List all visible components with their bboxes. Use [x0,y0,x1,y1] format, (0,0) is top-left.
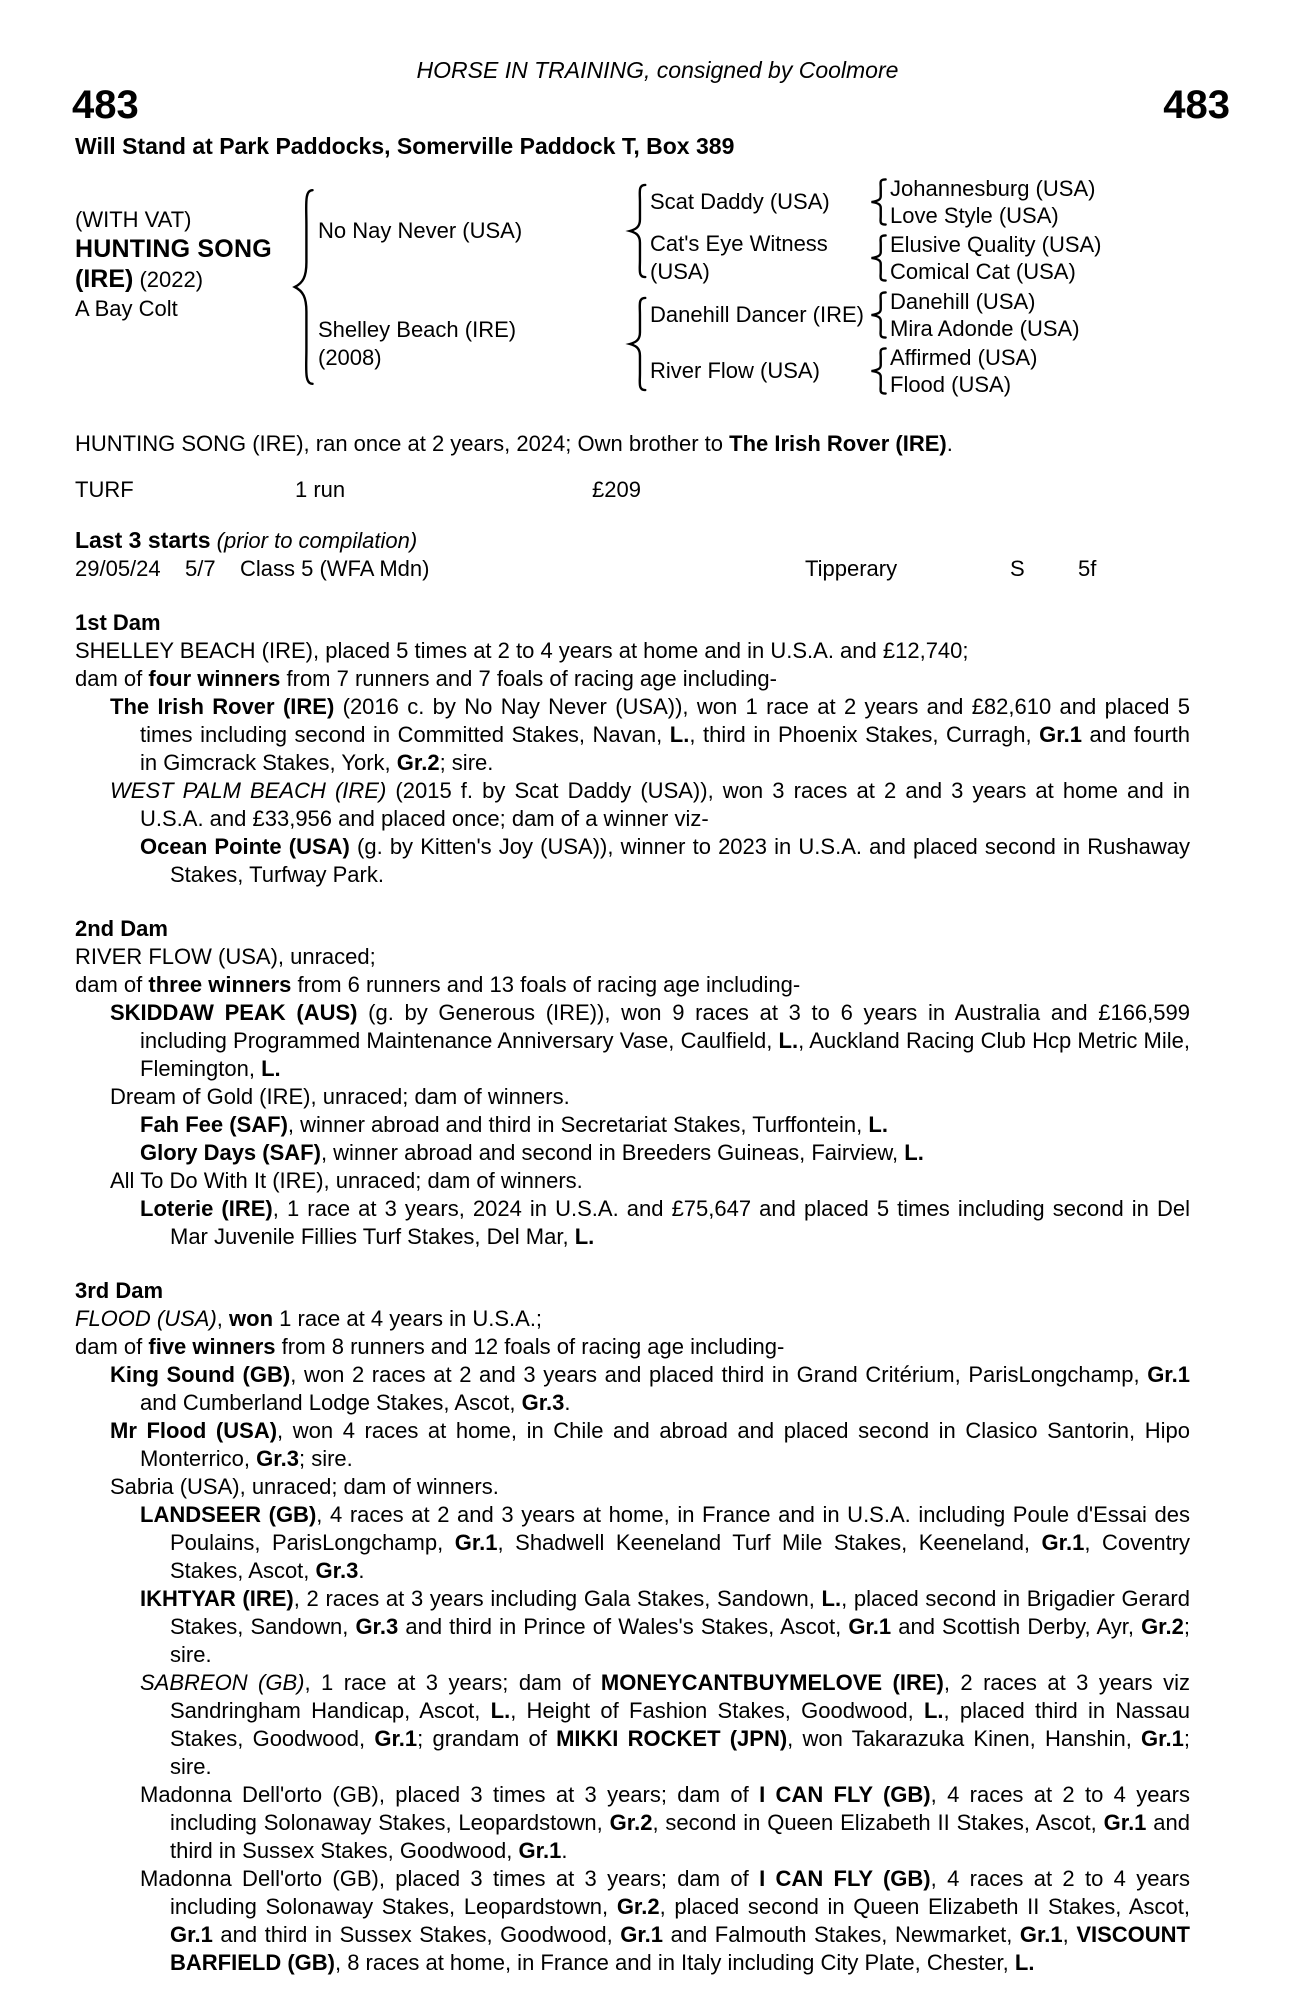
text-run: . [561,1838,568,1863]
dam-sire-sire-name: Danehill (USA) [890,289,1036,314]
catalogue-paragraph [75,1083,1190,1111]
brace-icon [866,287,890,343]
lot-number-right: 483 [1163,83,1230,127]
text-run: Gr.1 [1147,1362,1190,1387]
text-run: . [946,431,953,456]
section-paragraphs [75,1305,1190,1977]
text-run: (g. by Generous (IRE)), won 9 races at 3 to 6 years in Australia and £166,599 including Programmed Maintenance Anniversary Vase, Caulfield, [140,1000,1190,1053]
start-distance: 5f [1078,556,1097,581]
catalogue-paragraph [75,1669,1190,1781]
text-run: L. [904,1140,924,1165]
text-run: I CAN FLY (GB) [759,1866,931,1891]
text-run: IKHTYAR (IRE) [140,1586,294,1611]
race-runs-count: 1 run [295,477,346,502]
dam-year: (2008) [318,344,382,370]
text-run: Gr.1 [170,1922,213,1947]
section-paragraphs [75,943,1190,1251]
race-summary-line [75,430,1190,458]
text-run: . [564,1390,571,1415]
text-run: Gr.2 [609,1810,653,1835]
race-surface: TURF [75,477,134,502]
section-2nd-dam [75,915,1190,1251]
text-run: , winner abroad and second in Breeders Guineas, Fairview, [320,1140,905,1165]
pedigree-table [75,174,1240,400]
last-start-row [75,555,1190,583]
text-run: L. [1014,1950,1035,1975]
catalogue-paragraph [75,1501,1190,1585]
horse-suffix: (IRE) [75,265,134,293]
dam-dam-name: River Flow (USA) [650,358,820,383]
text-run: L. [261,1056,281,1081]
text-run: L. [923,1698,944,1723]
text-run: , Coventry Stakes, Ascot, [170,1530,1191,1583]
text-run: . [358,1558,365,1583]
text-run: Dream of Gold (IRE), unraced; dam of winners. [110,1084,570,1109]
text-run: ; sire. [170,1614,1190,1667]
text-run: , second in Queen Elizabeth II Stakes, Ascot, [652,1810,1104,1835]
section-3rd-dam [75,1277,1190,1977]
text-run: MIKKI ROCKET (JPN) [556,1726,788,1751]
catalogue-paragraph [75,777,1190,833]
text-run: , 4 races at 2 and 3 years at home, in France and in U.S.A. including Poule d'Essai des Poulains, ParisLongchamp, [170,1502,1190,1555]
brace-icon [866,174,890,230]
catalogue-paragraph [75,999,1190,1083]
text-run: ; sire. [439,750,494,775]
text-run: The Irish Rover (IRE) [729,431,947,456]
text-run: , placed third in Nassau Stakes, Goodwood, [170,1698,1191,1751]
text-run: Gr.1 [848,1614,892,1639]
last-starts-subtitle: (prior to compilation) [216,528,418,553]
start-position: 5/7 [185,556,216,581]
text-run: , placed second in Brigadier Gerard Stakes, Sandown, [170,1586,1190,1639]
text-run: L. [574,1224,595,1249]
section-1st-dam [75,609,1190,889]
dam-sire-name: Danehill Dancer (IRE) [650,302,864,327]
text-run: Fah Fee (SAF) [140,1112,288,1137]
consignment-header: HORSE IN TRAINING, consigned by Coolmore [416,57,899,83]
text-run: L. [868,1112,888,1137]
text-run: ; sire. [170,1726,1190,1779]
text-run: Gr.1 [1041,1530,1085,1555]
text-run: , [216,1306,230,1331]
sire-sire-branch [650,174,1240,230]
last-starts-title: Last 3 starts [75,527,211,553]
text-run: and Falmouth Stakes, Newmarket, [663,1922,1020,1947]
catalogue-paragraph [75,971,1190,999]
catalogue-paragraph [75,1585,1190,1669]
text-run: Madonna Dell'orto (GB), placed 3 times at 3 years; dam of [140,1866,760,1891]
vat-note: (WITH VAT) [75,207,192,232]
text-run: Sabria (USA), unraced; dam of winners. [110,1474,499,1499]
text-run: , 2 races at 3 years viz Sandringham Handicap, Ascot, [170,1670,1190,1723]
brace-icon [866,230,890,286]
brace-icon [288,174,318,400]
catalogue-paragraph [75,1473,1190,1501]
catalogue-paragraph [75,665,1190,693]
text-run: and Cumberland Lodge Stakes, Ascot, [140,1390,522,1415]
text-run: L. [669,722,690,747]
catalogue-paragraph [75,1139,1190,1167]
text-run: , 1 race at 3 years; dam of [304,1670,601,1695]
dam-dam-sire-name: Affirmed (USA) [890,345,1038,370]
text-run: SHELLEY BEACH (IRE), placed 5 times at 2 to 4 years at home and in U.S.A. and £12,740; [75,638,969,663]
catalogue-paragraph [75,693,1190,777]
text-run: four winners [148,666,281,691]
text-run: five winners [148,1334,276,1359]
text-run: Ocean Pointe (USA) [140,834,350,859]
text-run: , 2 races at 3 years including Gala Stakes, Sandown, [293,1586,822,1611]
text-run: , won Takarazuka Kinen, Hanshin, [787,1726,1142,1751]
text-run: dam of [75,972,149,997]
brace-icon [866,343,890,399]
text-run: , won 4 races at home, in Chile and abroad and placed second in Clasico Santorin, Hipo Monterrico, [140,1418,1190,1471]
pedigree-subject [75,174,288,400]
text-run: , third in Phoenix Stakes, Curragh, [689,722,1040,747]
brace-icon [624,287,650,400]
start-going: S [1010,556,1025,581]
text-run: HUNTING SONG (IRE), ran once at 2 years, 2024; Own brother to [75,431,730,456]
brace-icon [624,174,650,287]
text-run: , winner abroad and third in Secretariat Stakes, Turffontein, [287,1112,869,1137]
text-run: and third in Sussex Stakes, Goodwood, [212,1922,621,1947]
text-run: I CAN FLY (GB) [759,1782,931,1807]
dam-sire-branch [650,287,1240,343]
catalogue-paragraph [75,1333,1190,1361]
catalogue-paragraph [75,1417,1190,1473]
text-run: King Sound (GB) [110,1362,291,1387]
text-run: WEST PALM BEACH (IRE) [110,778,387,803]
catalogue-paragraph [75,1361,1190,1417]
start-course: Tipperary [805,556,898,581]
catalogue-paragraph [75,833,1190,889]
sire-name: No Nay Never (USA) [318,217,523,243]
race-earnings: £209 [592,477,641,502]
section-heading: 2nd Dam [75,916,168,941]
text-run: and third in Sussex Stakes, Goodwood, [170,1810,1190,1863]
text-run: , placed second in Queen Elizabeth II Stakes, Ascot, [659,1894,1190,1919]
sire-sire-name: Scat Daddy (USA) [650,189,830,214]
text-run: RIVER FLOW (USA), unraced; [75,944,376,969]
catalogue-paragraph [75,943,1190,971]
start-date: 29/05/24 [75,556,161,581]
text-run: Gr.1 [374,1726,418,1751]
section-paragraphs [75,637,1190,889]
start-race-class: Class 5 (WFA Mdn) [240,556,430,581]
dam-dam-branch [650,343,1240,399]
text-run: Gr.2 [616,1894,660,1919]
dam-name: Shelley Beach (IRE) [318,316,517,342]
pedigree-generations [318,174,1240,400]
last-starts-section [75,526,1190,583]
text-run: , 8 races at home, in France and in Italy including City Plate, Chester, [334,1950,1015,1975]
text-run: Glory Days (SAF) [140,1140,321,1165]
text-run: Gr.1 [454,1530,498,1555]
text-run: Gr.1 [620,1922,664,1947]
text-run: All To Do With It (IRE), unraced; dam of winners. [110,1168,583,1193]
text-run: and Scottish Derby, Ayr, [891,1614,1142,1639]
text-run: (2016 c. by No Nay Never (USA)), won 1 race at 2 years and £82,610 and placed 5 times including second in Committed Stakes, Navan, [140,694,1191,747]
text-run: and fourth in Gimcrack Stakes, York, [140,722,1191,775]
text-run: Gr.1 [1039,722,1082,747]
text-run: Gr.3 [315,1558,359,1583]
catalogue-paragraph [75,637,1190,665]
horse-description: A Bay Colt [75,296,178,321]
horse-name: HUNTING SONG [75,235,272,263]
horse-suffix-year [75,264,288,295]
text-run: Gr.2 [396,750,440,775]
text-run: ; grandam of [417,1726,557,1751]
lot-number-row [72,84,1230,126]
lot-number-left: 483 [72,83,139,127]
text-run: three winners [148,972,292,997]
text-run: Gr.1 [518,1838,562,1863]
text-run: Gr.1 [1103,1810,1147,1835]
text-run: , 1 race at 3 years, 2024 in U.S.A. and £75,647 and placed 5 times including second in Del Mar Juvenile Fillies Turf Stakes, Del Mar, [170,1196,1190,1249]
dam-sire-dam-name: Mira Adonde (USA) [890,316,1080,341]
text-run: from 8 runners and 12 foals of racing age including- [275,1334,785,1359]
text-run: dam of [75,666,149,691]
text-run: L. [490,1698,511,1723]
text-run: SABREON (GB) [140,1670,305,1695]
text-run: (2015 f. by Scat Daddy (USA)), won 3 races at 2 and 3 years at home and in U.S.A. and £33,956 and placed once; dam of a winner viz- [140,778,1190,831]
catalogue-paragraph [75,1865,1190,1977]
text-run: L. [778,1028,799,1053]
text-run: The Irish Rover (IRE) [110,694,335,719]
text-run: LANDSEER (GB) [140,1502,317,1527]
text-run: and third in Prince of Wales's Stakes, Ascot, [398,1614,849,1639]
text-run: , Auckland Racing Club Hcp Metric Mile, Flemington, [140,1028,1190,1081]
text-run: , won 2 races at 2 and 3 years and placed third in Grand Critérium, ParisLongchamp, [290,1362,1148,1387]
text-run: from 7 runners and 7 foals of racing age including- [280,666,777,691]
catalogue-paragraph [75,1111,1190,1139]
sire-sire-dam-name: Love Style (USA) [890,203,1059,228]
text-run: Gr.2 [1141,1614,1184,1639]
text-run: won [229,1306,274,1331]
text-run: Loterie (IRE) [140,1196,273,1221]
catalogue-paragraph [75,1167,1190,1195]
text-run: , [1062,1922,1077,1947]
text-run: MONEYCANTBUYMELOVE (IRE) [600,1670,944,1695]
text-run: , Height of Fashion Stakes, Goodwood, [510,1698,924,1723]
dam-branch [318,287,1240,400]
dam-dam-dam-name: Flood (USA) [890,372,1012,397]
sire-dam-name: Cat's Eye Witness (USA) [650,231,828,284]
text-run: Gr.3 [355,1614,399,1639]
catalogue-paragraph [75,1195,1190,1251]
text-run: Madonna Dell'orto (GB), placed 3 times at 3 years; dam of [140,1782,760,1807]
text-run: L. [821,1586,842,1611]
section-heading: 1st Dam [75,610,161,635]
text-run: Gr.1 [1141,1726,1184,1751]
sire-dam-sire-name: Elusive Quality (USA) [890,232,1102,257]
text-run: , 4 races at 2 to 4 years including Solonaway Stakes, Leopardstown, [170,1782,1190,1835]
text-run: (g. by Kitten's Joy (USA)), winner to 2023 in U.S.A. and placed second in Rushaway Stakes, Turfway Park. [170,834,1190,887]
text-run: 1 race at 4 years in U.S.A.; [273,1306,543,1331]
text-run: ; sire. [298,1446,353,1471]
text-run: SKIDDAW PEAK (AUS) [110,1000,358,1025]
text-run: Gr.3 [256,1446,299,1471]
text-run: dam of [75,1334,149,1359]
sire-branch [318,174,1240,287]
sire-dam-dam-name: Comical Cat (USA) [890,259,1076,284]
text-run: , Shadwell Keeneland Turf Mile Stakes, Keeneland, [497,1530,1042,1555]
sire-sire-sire-name: Johannesburg (USA) [890,176,1096,201]
race-record-row [75,476,1190,504]
text-run: from 6 runners and 13 foals of racing age including- [291,972,801,997]
sire-dam-branch [650,230,1240,286]
section-heading: 3rd Dam [75,1278,164,1303]
horse-year: (2022) [139,267,204,292]
text-run: Gr.3 [521,1390,565,1415]
text-run: VISCOUNT BARFIELD (GB) [170,1922,1190,1975]
stand-location: Will Stand at Park Paddocks, Somerville Paddock T, Box 389 [75,133,735,159]
text-run: Mr Flood (USA) [110,1418,278,1443]
text-run: , 4 races at 2 to 4 years including Solonaway Stakes, Leopardstown, [170,1866,1190,1919]
text-run: Gr.1 [1019,1922,1063,1947]
catalogue-paragraph [75,1305,1190,1333]
text-run: FLOOD (USA) [75,1306,217,1331]
catalogue-paragraph [75,1781,1190,1865]
